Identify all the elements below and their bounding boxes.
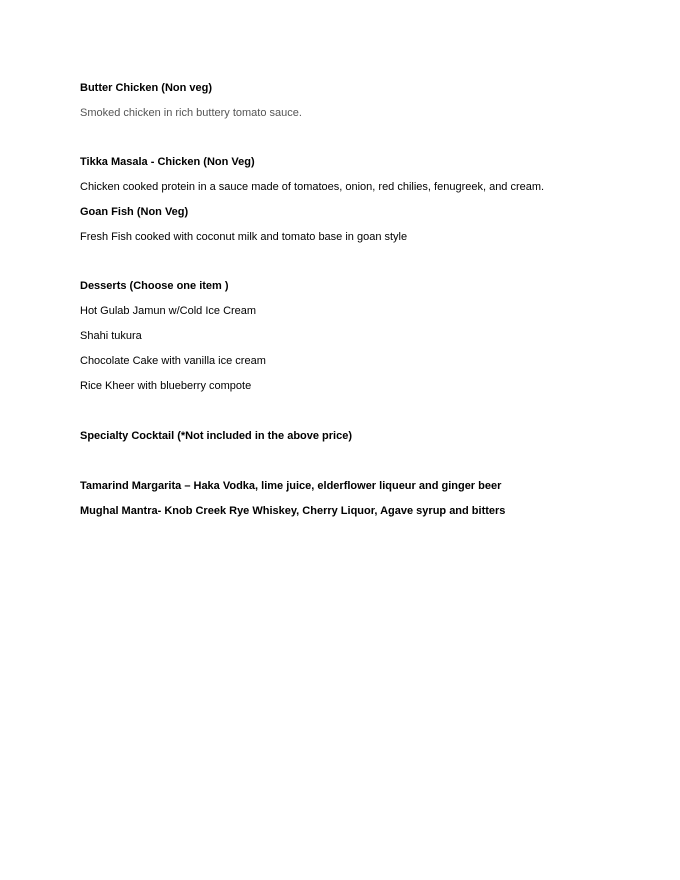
dish-name-butter-chicken: Butter Chicken (Non veg): [80, 82, 213, 94]
dessert-item: Hot Gulab Jamun w/Cold Ice Cream: [80, 305, 257, 317]
dish-description-goan-fish: Fresh Fish cooked with coconut milk and tomato base in goan style: [80, 231, 408, 243]
cocktail-item: Tamarind Margarita – Haka Vodka, lime juice, elderflower liqueur and ginger beer: [80, 480, 502, 492]
desserts-heading: Desserts (Choose one item ): [80, 280, 229, 292]
cocktails-heading: Specialty Cocktail (*Not included in the above price): [80, 430, 353, 442]
dessert-item: Rice Kheer with blueberry compote: [80, 380, 252, 392]
cocktail-item: Mughal Mantra- Knob Creek Rye Whiskey, Cherry Liquor, Agave syrup and bitters: [80, 505, 506, 517]
dish-description-tikka-masala: Chicken cooked protein in a sauce made of tomatoes, onion, red chilies, fenugreek, and cream.: [80, 181, 545, 193]
dish-name-goan-fish: Goan Fish (Non Veg): [80, 206, 189, 218]
dessert-item: Shahi tukura: [80, 330, 142, 342]
dish-description-butter-chicken: Smoked chicken in rich buttery tomato sauce.: [80, 107, 302, 119]
dessert-item: Chocolate Cake with vanilla ice cream: [80, 355, 266, 367]
dish-name-tikka-masala: Tikka Masala - Chicken (Non Veg): [80, 156, 255, 168]
